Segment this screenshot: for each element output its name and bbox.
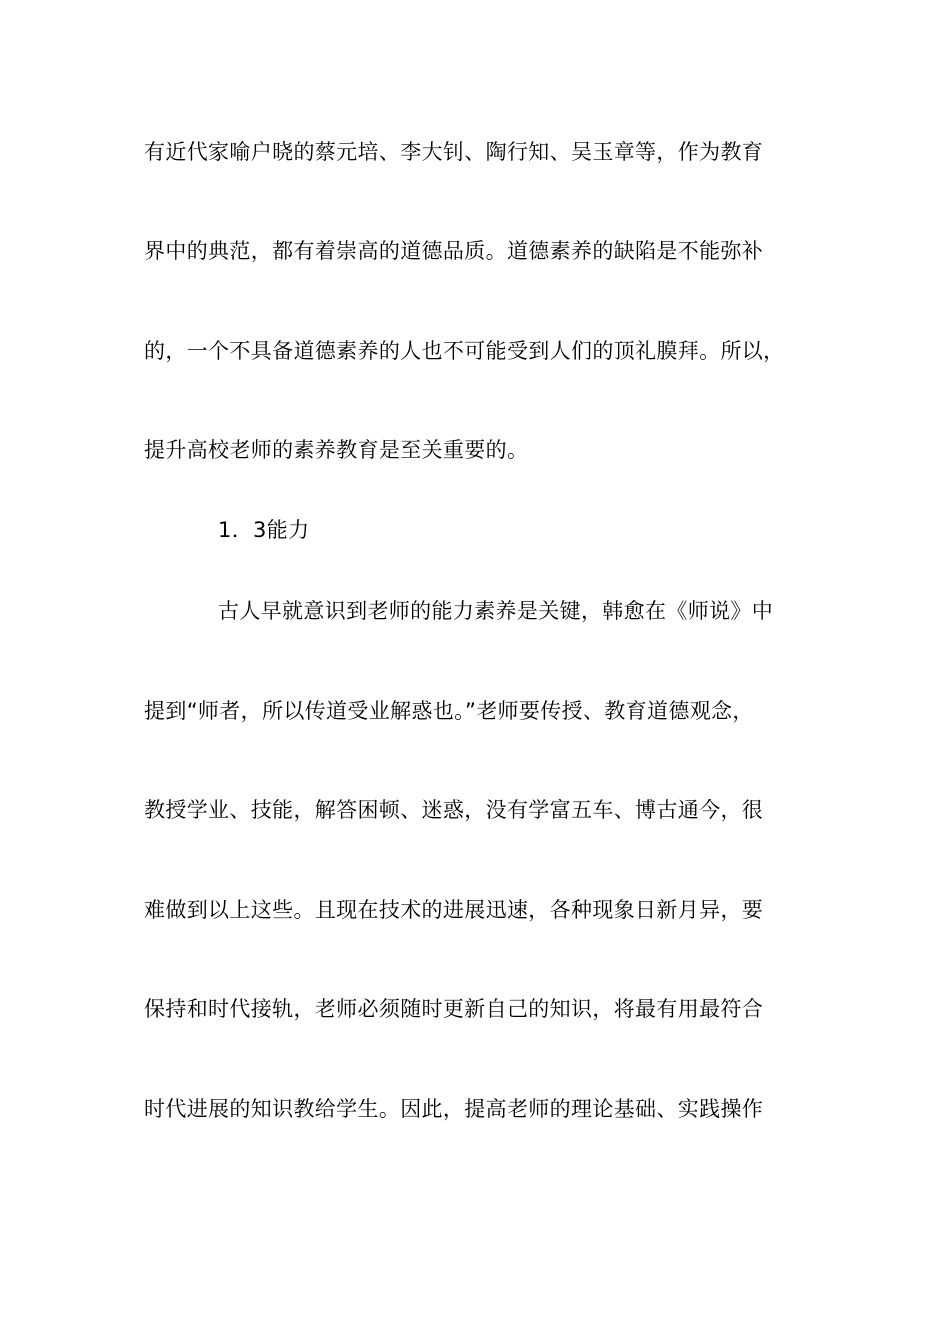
paragraph-line: 有近代家喻户晓的蔡元培、李大钊、陶行知、吴玉章等，作为教育 — [144, 140, 764, 164]
paragraph-line: 时代进展的知识教给学生。因此，提高老师的理论基础、实践操作 — [144, 1097, 764, 1121]
paragraph-line: 的，一个不具备道德素养的人也不可能受到人们的顶礼膜拜。所以， — [144, 339, 785, 363]
paragraph-line: 提到“师者，所以传道受业解惑也。”老师要传授、教育道德观念， — [144, 699, 754, 723]
section-heading: 1．3能力 — [218, 518, 310, 542]
paragraph-line: 界中的典范，都有着崇高的道德品质。道德素养的缺陷是不能弥补 — [144, 239, 764, 263]
paragraph-line: 教授学业、技能，解答困顿、迷惑，没有学富五车、博古通今，很 — [144, 798, 764, 822]
paragraph-line: 提升高校老师的素养教育是至关重要的。 — [144, 438, 529, 462]
paragraph-line: 难做到以上这些。且现在技术的进展迅速，各种现象日新月异，要 — [144, 898, 764, 922]
paragraph-line: 古人早就意识到老师的能力素养是关键，韩愈在《师说》中 — [218, 599, 774, 623]
paragraph-line: 保持和时代接轨，老师必须随时更新自己的知识，将最有用最符合 — [144, 997, 764, 1021]
